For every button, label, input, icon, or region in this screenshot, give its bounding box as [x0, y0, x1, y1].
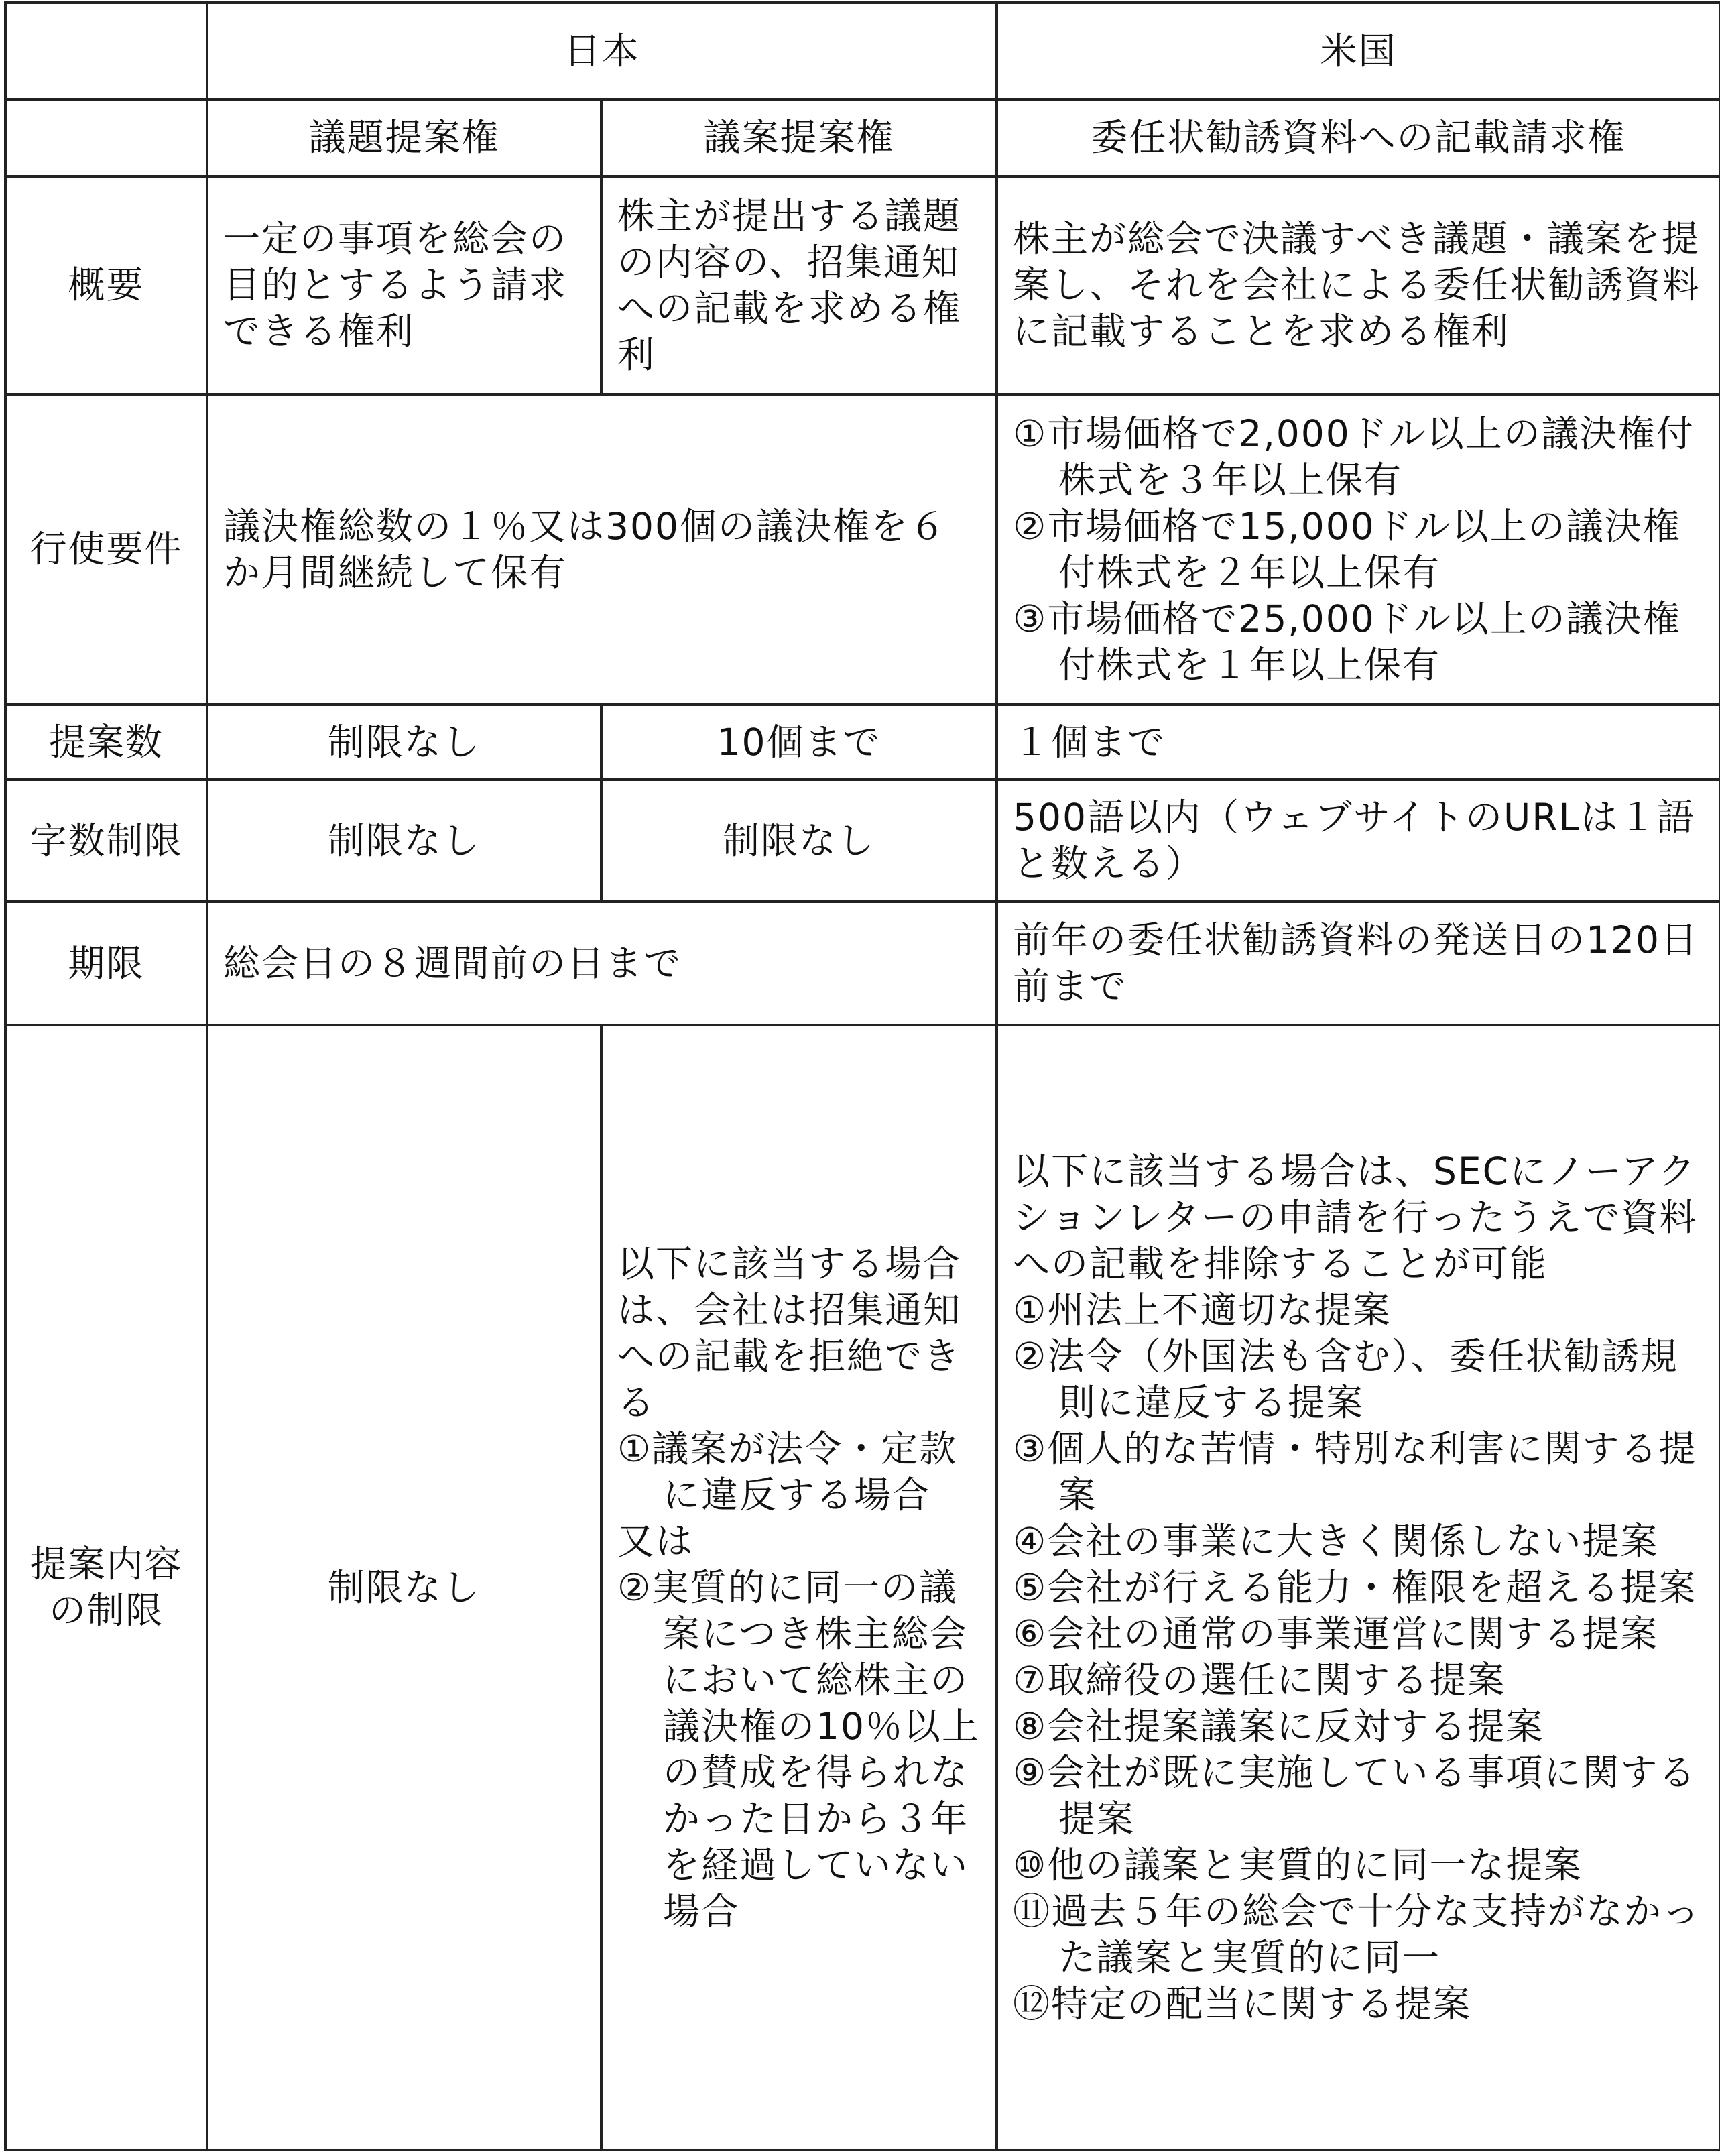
header-row-country: [5, 3, 1720, 99]
restrictions-us-item: ⑩他の議案と実質的に同一な提案: [1013, 1843, 1583, 1886]
deadline-japan-cell: 総会日の８週間前の日まで: [207, 902, 997, 1025]
count-agenda-cell: 制限なし: [207, 705, 601, 780]
header-us-right: 委任状勧誘資料への記載請求権: [997, 99, 1720, 176]
restrictions-us-item: ⑥会社の通常の事業運営に関する提案: [1013, 1612, 1659, 1655]
row-label-deadline: 期限: [5, 902, 207, 1025]
restrictions-us-item: ⑪過去５年の総会で十分な支持がなかった議案と実質的に同一: [1013, 1889, 1701, 1979]
restrictions-us-item: ⑦取締役の選任に関する提案: [1013, 1658, 1506, 1701]
wordlimit-proposal-cell: 制限なし: [601, 780, 997, 902]
restrictions-proposal-item: ②実質的に同一の議案につき株主総会において総株主の議決権の10％以上の賛成を得られなかった日から３年を経過していない場合: [617, 1565, 980, 1933]
restrictions-proposal-list: [617, 1241, 981, 1935]
overview-agenda-cell: 一定の事項を総会の目的とするよう請求できる権利: [207, 176, 601, 394]
restrictions-us-item: ⑧会社提案議案に反対する提案: [1013, 1704, 1544, 1748]
row-count: [5, 705, 1720, 780]
restrictions-us-item: ⑫特定の配当に関する提案: [1013, 1982, 1472, 2025]
restrictions-us-cell: [997, 1025, 1720, 2150]
restrictions-proposal-item: ①議案が法令・定款に違反する場合: [617, 1427, 958, 1516]
header-proposal-right: 議案提案権: [601, 99, 997, 176]
overview-proposal-cell: 株主が提出する議題の内容の、招集通知への記載を求める権利: [601, 176, 997, 394]
header-corner-cell-2: [5, 99, 207, 176]
deadline-us-cell: 前年の委任状勧誘資料の発送日の120日前まで: [997, 902, 1720, 1025]
overview-us-cell: 株主が総会で決議すべき議題・議案を提案し、それを会社による委任状勧誘資料に記載することを求める権利: [997, 176, 1720, 394]
restrictions-us-item: ④会社の事業に大きく関係しない提案: [1013, 1519, 1659, 1563]
requirements-us-item: ③市場価格で25,000ドル以上の議決権付株式を１年以上保有: [1013, 597, 1681, 686]
restrictions-proposal-or: 又は: [617, 1519, 694, 1563]
requirements-us-list: [1013, 411, 1704, 688]
restrictions-us-item: ③個人的な苦情・特別な利害に関する提案: [1013, 1427, 1697, 1516]
row-deadline: [5, 902, 1720, 1025]
row-restrictions: [5, 1025, 1720, 2150]
row-overview: [5, 176, 1720, 394]
requirements-us-item: ②市場価格で15,000ドル以上の議決権付株式を２年以上保有: [1013, 504, 1681, 594]
restrictions-us-list: [1013, 1148, 1704, 2027]
restrictions-us-item: ②法令（外国法も含む）、委任状勧誘規則に違反する提案: [1013, 1334, 1678, 1424]
count-proposal-cell: 10個まで: [601, 705, 997, 780]
row-wordlimit: [5, 780, 1720, 902]
restrictions-us-intro: 以下に該当する場合は、SECにノーアクションレターの申請を行ったうえで資料への記載を排除することが可能: [1013, 1149, 1698, 1285]
row-label-count: 提案数: [5, 705, 207, 780]
row-label-restrictions: 提案内容の制限: [5, 1025, 207, 2150]
requirements-us-item: ①市場価格で2,000ドル以上の議決権付株式を３年以上保有: [1013, 412, 1695, 501]
restrictions-agenda-cell: 制限なし: [207, 1025, 601, 2150]
header-corner-cell: [5, 3, 207, 99]
row-label-requirements: 行使要件: [5, 394, 207, 705]
comparison-table: [4, 1, 1720, 2151]
wordlimit-us-cell: 500語以内（ウェブサイトのURLは１語と数える）: [997, 780, 1720, 902]
row-label-overview: 概要: [5, 176, 207, 394]
requirements-japan-cell: 議決権総数の１％又は300個の議決権を６か月間継続して保有: [207, 394, 997, 705]
restrictions-us-item: ①州法上不適切な提案: [1013, 1288, 1392, 1331]
count-us-cell: １個まで: [997, 705, 1720, 780]
restrictions-proposal-cell: [601, 1025, 997, 2150]
restrictions-us-item: ⑨会社が既に実施している事項に関する提案: [1013, 1750, 1697, 1840]
row-label-wordlimit: 字数制限: [5, 780, 207, 902]
restrictions-proposal-intro: 以下に該当する場合は、会社は招集通知への記載を拒絶できる: [617, 1242, 962, 1424]
header-japan: 日本: [207, 3, 997, 99]
requirements-us-cell: [997, 394, 1720, 705]
header-row-right-type: [5, 99, 1720, 176]
restrictions-us-item: ⑤会社が行える能力・権限を超える提案: [1013, 1565, 1697, 1609]
row-requirements: [5, 394, 1720, 705]
header-agenda-right: 議題提案権: [207, 99, 601, 176]
wordlimit-agenda-cell: 制限なし: [207, 780, 601, 902]
header-us: 米国: [997, 3, 1720, 99]
